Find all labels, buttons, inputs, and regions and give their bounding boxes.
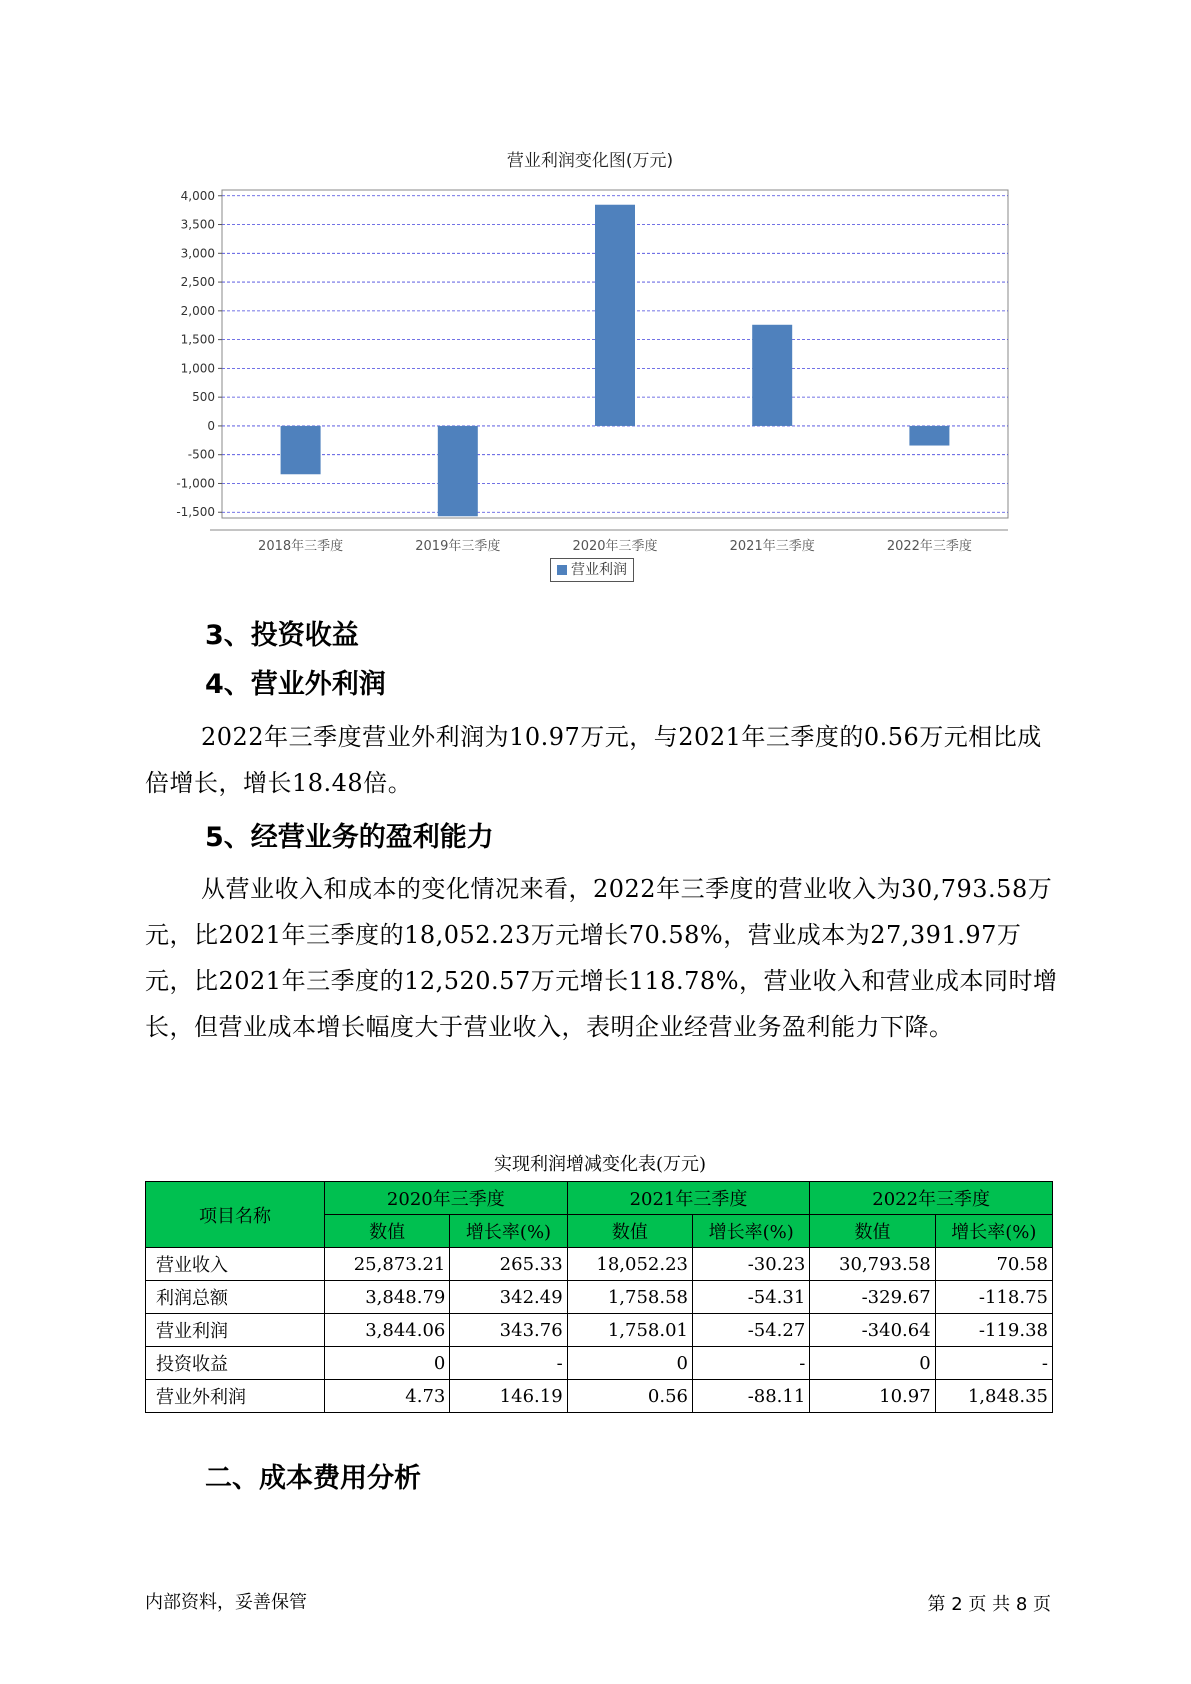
y-tick-label: 1,500 bbox=[180, 332, 215, 347]
bar bbox=[595, 205, 635, 426]
table-cell: 3,848.79 bbox=[325, 1281, 450, 1314]
sub-header-value: 数值 bbox=[567, 1215, 692, 1248]
table-cell: -54.31 bbox=[693, 1281, 810, 1314]
y-tick-label: -1,000 bbox=[176, 476, 215, 491]
row-name: 投资收益 bbox=[146, 1347, 325, 1380]
table-cell: 30,793.58 bbox=[810, 1248, 935, 1281]
y-tick-label: 1,000 bbox=[180, 361, 215, 376]
table-row bbox=[146, 1314, 1053, 1347]
table-row bbox=[146, 1248, 1053, 1281]
table-cell: 0 bbox=[810, 1347, 935, 1380]
y-tick-label: 2,500 bbox=[180, 275, 215, 290]
section4-paragraph bbox=[145, 714, 1065, 806]
row-name: 营业外利润 bbox=[146, 1380, 325, 1413]
section-two-title: 二、成本费用分析 bbox=[205, 1463, 421, 1494]
period-header: 2020年三季度 bbox=[325, 1182, 568, 1215]
table-cell: 1,758.58 bbox=[567, 1281, 692, 1314]
period-header: 2021年三季度 bbox=[567, 1182, 810, 1215]
y-tick-label: -500 bbox=[187, 447, 215, 462]
legend-swatch bbox=[557, 565, 567, 575]
profit-table bbox=[145, 1181, 1053, 1413]
section4-text: 2022年三季度营业外利润为10.97万元，与2021年三季度的0.56万元相比成倍增长，增长18.48倍。 bbox=[145, 723, 1042, 797]
table-cell: -54.27 bbox=[693, 1314, 810, 1347]
table-cell: 1,848.35 bbox=[935, 1380, 1052, 1413]
footer-left: 内部资料，妥善保管 bbox=[145, 1592, 307, 1613]
section5-text: 从营业收入和成本的变化情况来看，2022年三季度的营业收入为30,793.58万元，比2021年三季度的18,052.23万元增长70.58%，营业成本为27,391.97万元，比2021年三季度的12,520.57万元增长118.78%，营业收入和营业成本同时增长，但营业成本增长幅度大于营业收入，表明企业经营业务盈利能力下降。 bbox=[145, 875, 1058, 1041]
bar bbox=[438, 426, 478, 516]
table-cell: 265.33 bbox=[450, 1248, 567, 1281]
table-cell: 0 bbox=[325, 1347, 450, 1380]
table-cell: 10.97 bbox=[810, 1380, 935, 1413]
section4-title: 4、营业外利润 bbox=[205, 669, 386, 700]
table-cell: -340.64 bbox=[810, 1314, 935, 1347]
table-row bbox=[146, 1281, 1053, 1314]
x-tick-label: 2019年三季度 bbox=[415, 539, 501, 554]
row-name: 营业收入 bbox=[146, 1248, 325, 1281]
section5-title: 5、经营业务的盈利能力 bbox=[205, 822, 494, 853]
table-cell: 0.56 bbox=[567, 1380, 692, 1413]
legend-label: 营业利润 bbox=[571, 562, 627, 578]
sub-header-rate: 增长率(%) bbox=[693, 1215, 810, 1248]
chart-title: 营业利润变化图(万元) bbox=[506, 151, 674, 171]
table-cell: 25,873.21 bbox=[325, 1248, 450, 1281]
sub-header-value: 数值 bbox=[325, 1215, 450, 1248]
bar bbox=[281, 426, 321, 474]
table-cell: 18,052.23 bbox=[567, 1248, 692, 1281]
table-cell: 343.76 bbox=[450, 1314, 567, 1347]
col-item-header: 项目名称 bbox=[146, 1182, 325, 1248]
x-tick-label: 2022年三季度 bbox=[886, 539, 972, 554]
chart-svg bbox=[150, 140, 1030, 560]
bar bbox=[909, 426, 949, 446]
sub-header-rate: 增长率(%) bbox=[450, 1215, 567, 1248]
table-cell: 1,758.01 bbox=[567, 1314, 692, 1347]
y-tick-label: 500 bbox=[192, 390, 215, 405]
table-cell: 0 bbox=[567, 1347, 692, 1380]
table-cell: 70.58 bbox=[935, 1248, 1052, 1281]
table-cell: 4.73 bbox=[325, 1380, 450, 1413]
x-tick-label: 2020年三季度 bbox=[572, 539, 658, 554]
y-tick-label: 3,000 bbox=[180, 246, 215, 261]
table-row bbox=[146, 1347, 1053, 1380]
row-name: 营业利润 bbox=[146, 1314, 325, 1347]
x-tick-label: 2018年三季度 bbox=[258, 539, 344, 554]
section5-paragraph bbox=[145, 866, 1065, 1050]
table-cell: -329.67 bbox=[810, 1281, 935, 1314]
table-cell: -88.11 bbox=[693, 1380, 810, 1413]
y-tick-label: 4,000 bbox=[180, 188, 215, 203]
sub-header-value: 数值 bbox=[810, 1215, 935, 1248]
row-name: 利润总额 bbox=[146, 1281, 325, 1314]
table-cell: - bbox=[693, 1347, 810, 1380]
table-cell: -118.75 bbox=[935, 1281, 1052, 1314]
bar bbox=[752, 325, 792, 426]
table-cell: 342.49 bbox=[450, 1281, 567, 1314]
table-cell: 3,844.06 bbox=[325, 1314, 450, 1347]
section3-title: 3、投资收益 bbox=[205, 620, 359, 651]
table-cell: 146.19 bbox=[450, 1380, 567, 1413]
period-header: 2022年三季度 bbox=[810, 1182, 1053, 1215]
table-cell: -119.38 bbox=[935, 1314, 1052, 1347]
y-tick-label: 0 bbox=[207, 418, 215, 433]
table-cell: - bbox=[935, 1347, 1052, 1380]
profit-chart bbox=[150, 140, 1030, 600]
page-number: 第 2 页 共 8 页 bbox=[927, 1594, 1051, 1615]
x-tick-label: 2021年三季度 bbox=[729, 539, 815, 554]
table-row bbox=[146, 1380, 1053, 1413]
table-title: 实现利润增减变化表(万元) bbox=[493, 1154, 707, 1175]
y-tick-label: -1,500 bbox=[176, 505, 215, 520]
sub-header-rate: 增长率(%) bbox=[935, 1215, 1052, 1248]
table-cell: - bbox=[450, 1347, 567, 1380]
table-cell: -30.23 bbox=[693, 1248, 810, 1281]
y-tick-label: 2,000 bbox=[180, 303, 215, 318]
chart-legend bbox=[550, 558, 634, 582]
y-tick-label: 3,500 bbox=[180, 217, 215, 232]
